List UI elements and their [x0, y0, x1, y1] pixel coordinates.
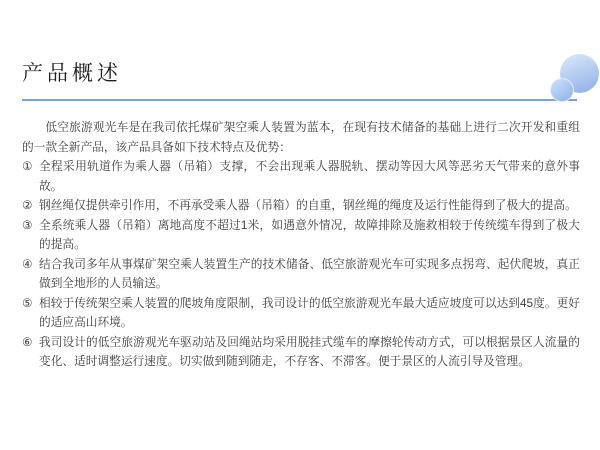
item-text: 钢丝绳仅提供牵引作用，不再承受乘人器（吊箱）的自重，钢丝绳的绳度及运行性能得到了极大的提高。 — [39, 199, 577, 212]
list-item — [22, 157, 580, 196]
item-text: 结合我司多年从事煤矿架空乘人装置生产的技术储备、低空旅游观光车可实现多点拐弯、起伏爬坡，真正做到全地形的人员输送。 — [39, 257, 580, 290]
feature-list — [22, 157, 580, 372]
item-number: ② — [22, 199, 33, 212]
list-item — [22, 216, 580, 255]
item-number: ⑥ — [22, 335, 33, 349]
item-number: ④ — [22, 257, 33, 271]
item-text: 全系统乘人器（吊箱）离地高度不超过1米，如遇意外情况，故障排除及施救相较于传统缆车得到了极大的提高。 — [39, 218, 580, 251]
item-text: 全程采用轨道作为乘人器（吊箱）支撑，不会出现乘人器脱轨、摆动等因大风等恶劣天气带来的意外事故。 — [39, 160, 580, 193]
list-item — [22, 333, 580, 372]
list-item — [22, 196, 580, 216]
item-number: ③ — [22, 218, 33, 232]
page-title: 产品概述 — [22, 62, 122, 85]
list-item — [22, 255, 580, 294]
decorative-circle-small — [550, 78, 574, 102]
item-number: ⑤ — [22, 296, 33, 310]
intro-paragraph: 低空旅游观光车是在我司依托煤矿架空乘人装置为蓝本，在现有技术储备的基础上进行二次开发和重组的一款全新产品，该产品具备如下技术特点及优势： — [22, 121, 580, 154]
item-text: 我司设计的低空旅游观光车驱动站及回绳站均采用脱挂式缆车的摩擦轮传动方式，可以根据景区人流量的变化、适时调整运行速度。切实做到随到随走，不存客、不滞客。便于景区的人流引导及管理。 — [39, 335, 580, 368]
item-text: 相较于传统架空乘人装置的爬坡角度限制，我司设计的低空旅游观光车最大适应坡度可以达到45度。更好的适应高山环境。 — [39, 296, 580, 329]
item-number: ① — [22, 160, 33, 173]
body-text — [22, 118, 580, 372]
title-underline — [22, 99, 577, 101]
list-item — [22, 294, 580, 333]
